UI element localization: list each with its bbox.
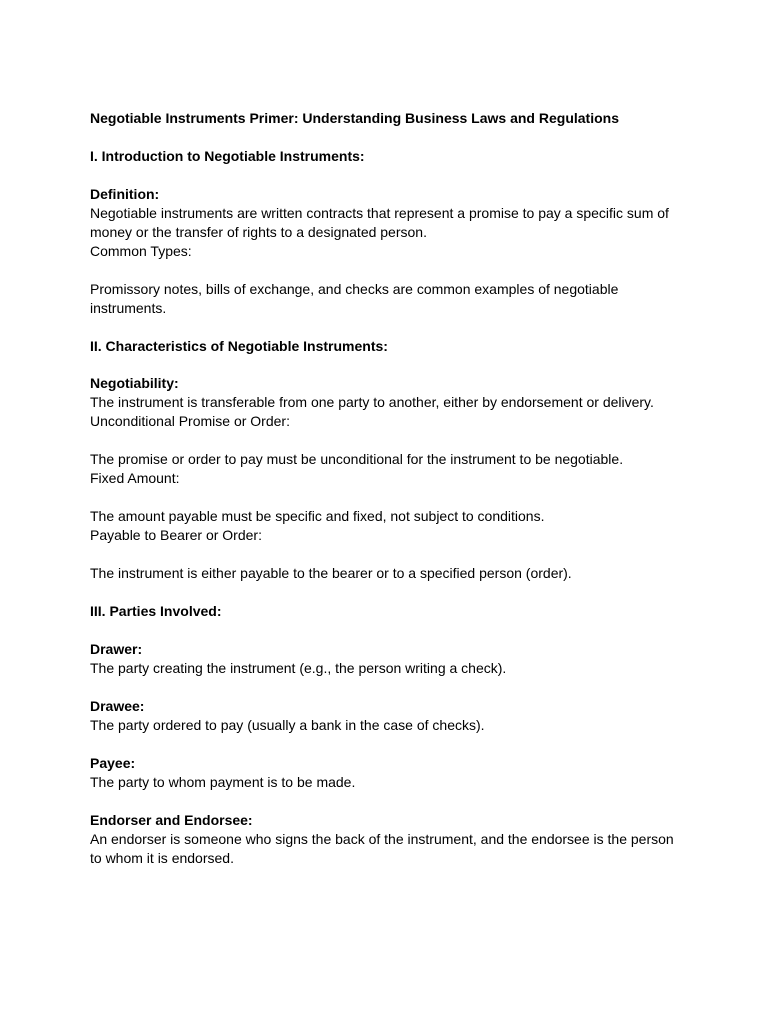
common-types-text-line-1: Promissory notes, bills of exchange, and checks are common examples of negotiable: [90, 280, 619, 297]
common-types-text-line-2: instruments.: [90, 299, 167, 316]
fixed-amount-text: The amount payable must be specific and fixed, not subject to conditions.: [90, 508, 545, 525]
payable-text: The instrument is either payable to the bearer or to a specified person (order).: [90, 565, 572, 582]
endorser-label: Endorser and Endorsee:: [90, 811, 253, 828]
unconditional-label: Unconditional Promise or Order:: [90, 413, 290, 430]
section-heading-parties: III. Parties Involved:: [90, 603, 222, 620]
common-types-label: Common Types:: [90, 242, 192, 259]
section-heading-introduction: I. Introduction to Negotiable Instruments:: [90, 147, 365, 164]
payable-label: Payable to Bearer or Order:: [90, 527, 262, 544]
drawer-text: The party creating the instrument (e.g., the person writing a check).: [90, 659, 507, 676]
definition-text-line-2: money or the transfer of rights to a designated person.: [90, 223, 427, 240]
payee-label: Payee:: [90, 754, 136, 771]
endorser-text-line-2: to whom it is endorsed.: [90, 849, 234, 866]
drawee-label: Drawee:: [90, 697, 145, 714]
definition-text-line-1: Negotiable instruments are written contracts that represent a promise to pay a specific sum of: [90, 204, 669, 221]
fixed-amount-label: Fixed Amount:: [90, 470, 180, 487]
endorser-text-line-1: An endorser is someone who signs the back of the instrument, and the endorsee is the person: [90, 830, 674, 847]
negotiability-text: The instrument is transferable from one party to another, either by endorsement or delivery.: [90, 394, 654, 411]
document-page: [90, 109, 682, 868]
negotiability-label: Negotiability:: [90, 375, 179, 392]
document-title: Negotiable Instruments Primer: Understanding Business Laws and Regulations: [90, 110, 619, 126]
section-heading-characteristics: II. Characteristics of Negotiable Instruments:: [90, 337, 388, 354]
drawer-label: Drawer:: [90, 640, 143, 657]
payee-text: The party to whom payment is to be made.: [90, 773, 356, 790]
unconditional-text: The promise or order to pay must be unconditional for the instrument to be negotiable.: [90, 451, 624, 468]
drawee-text: The party ordered to pay (usually a bank in the case of checks).: [90, 716, 485, 733]
definition-label: Definition:: [90, 185, 160, 202]
